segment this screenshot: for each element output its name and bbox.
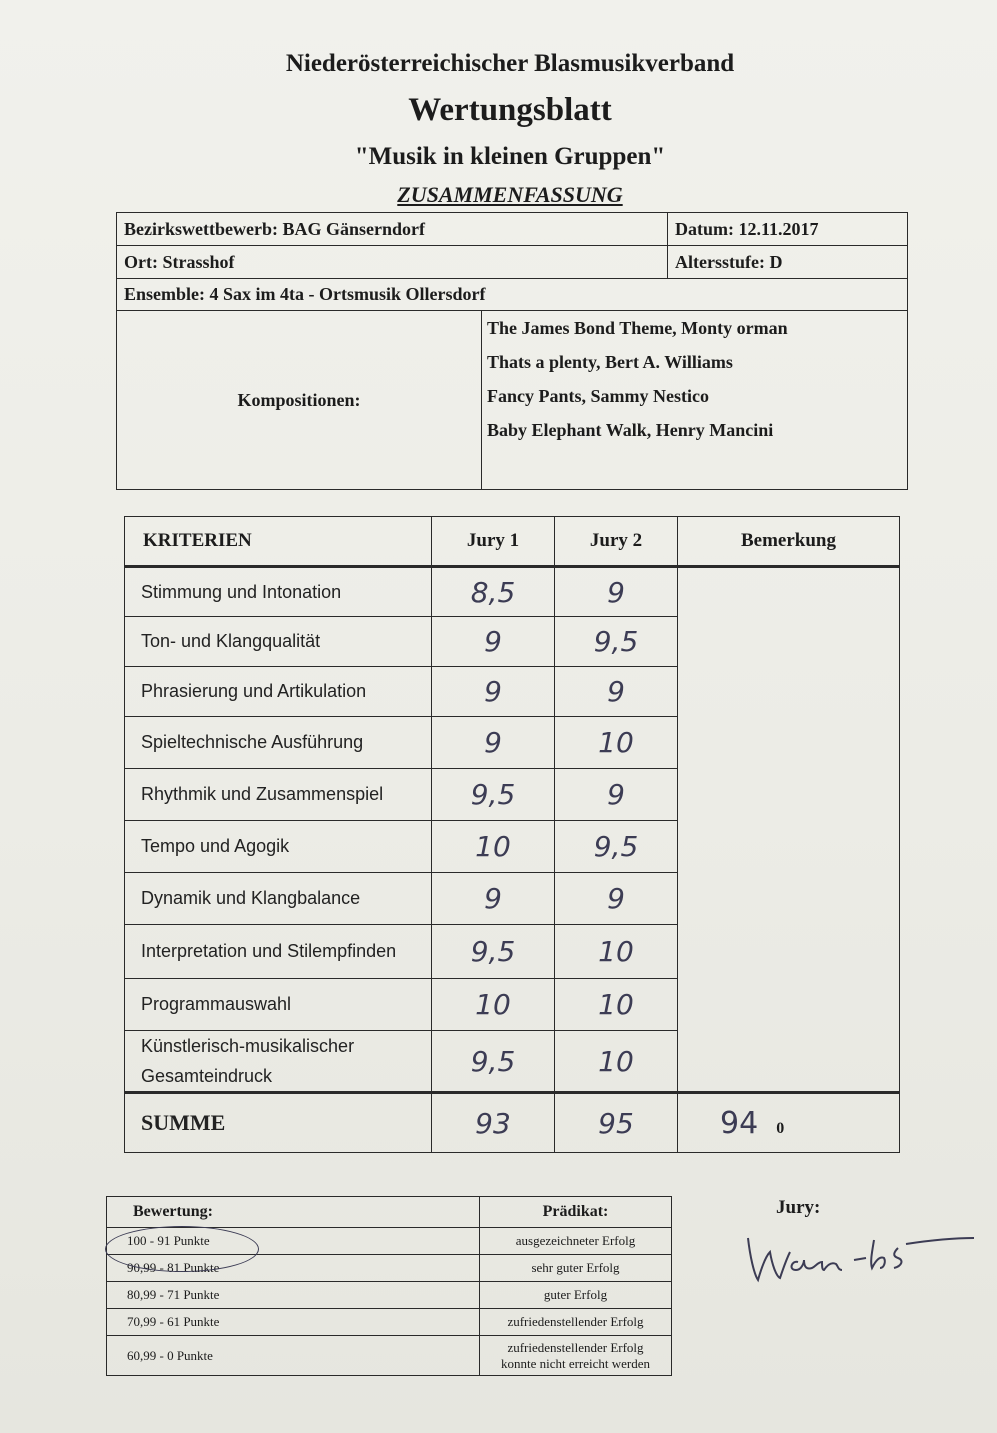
jury2-score: 9,5 [555,617,678,667]
rating-predicate [480,1336,672,1376]
rating-range: 100 - 91 Punkte [107,1228,480,1255]
rating-predicate: guter Erfolg [480,1282,672,1309]
jury1-score: 10 [432,821,555,873]
jury1-score: 9,5 [432,1031,555,1093]
info-table [116,212,908,490]
criterion-label-line2: Gesamteindruck [141,1066,273,1086]
location-cell: Ort: Strasshof [117,246,668,279]
criterion-label: Tempo und Agogik [125,821,432,873]
jury-label: Jury: [776,1197,821,1218]
rating-predicate: zufriedenstellender Erfolg [480,1309,672,1336]
jury-signature [742,1226,982,1296]
compositions-list [482,311,908,489]
jury2-score: 10 [555,925,678,979]
ensemble-cell: Ensemble: 4 Sax im 4ta - Ortsmusik Ollersdorf [117,279,908,311]
sheet-title: Wertungsblatt [408,92,612,128]
sheet-subtitle: "Musik in kleinen Gruppen" [354,143,666,170]
total-suffix: 0 [776,1119,785,1137]
jury1-score: 10 [432,979,555,1031]
jury1-score: 9,5 [432,925,555,979]
composition-item: Fancy Pants, Sammy Nestico [487,386,709,406]
jury2-score: 10 [555,717,678,769]
rating-predicate-line1: zufriedenstellender Erfolg [507,1339,644,1355]
compositions-label: Kompositionen: [117,311,482,489]
predicate-header: Prädikat: [480,1197,672,1228]
jury1-header: Jury 1 [432,517,555,567]
criterion-label: Interpretation und Stilempfinden [125,925,432,979]
composition-item: The James Bond Theme, Monty orman [487,318,788,338]
rating-range: 90,99 - 81 Punkte [107,1255,480,1282]
organization-name: Niederösterreichischer Blasmusikverband [285,50,735,77]
rating-predicate: sehr guter Erfolg [480,1255,672,1282]
criterion-label: Spieltechnische Ausführung [125,717,432,769]
competition-cell: Bezirkswettbewerb: BAG Gänserndorf [117,213,668,246]
jury1-score: 9 [432,873,555,925]
criteria-header: KRITERIEN [125,517,432,567]
jury2-score: 9 [555,567,678,617]
jury2-sum: 95 [555,1093,678,1153]
jury1-score: 9 [432,617,555,667]
jury2-score: 9 [555,667,678,717]
total-score [678,1093,900,1153]
jury1-sum: 93 [432,1093,555,1153]
total-value: 94 [720,1105,759,1141]
criterion-label: Ton- und Klangqualität [125,617,432,667]
sum-label: SUMME [125,1093,432,1153]
rating-range: 60,99 - 0 Punkte [107,1336,480,1376]
rating-range: 80,99 - 71 Punkte [107,1282,480,1309]
criterion-label: Stimmung und Intonation [125,567,432,617]
criterion-label: Programmauswahl [125,979,432,1031]
rating-predicate: ausgezeichneter Erfolg [480,1228,672,1255]
criterion-label-line1: Künstlerisch-musikalischer [141,1036,355,1056]
composition-item: Baby Elephant Walk, Henry Mancini [487,420,774,440]
selected-range-circle [105,1226,259,1272]
rating-header: Bewertung: [107,1197,480,1228]
criterion-label [125,1031,432,1093]
jury1-score: 9 [432,667,555,717]
jury2-score: 10 [555,979,678,1031]
criterion-label: Phrasierung und Artikulation [125,667,432,717]
date-cell: Datum: 12.11.2017 [668,213,908,246]
age-level-cell: Altersstufe: D [668,246,908,279]
jury1-score: 8,5 [432,567,555,617]
rating-predicate-line2: konnte nicht erreicht werden [500,1355,651,1371]
criteria-table [124,516,900,1153]
rating-range: 70,99 - 61 Punkte [107,1309,480,1336]
section-title: ZUSAMMENFASSUNG [397,182,623,207]
jury1-score: 9,5 [432,769,555,821]
remark-area [678,567,900,1093]
criterion-label: Rhythmik und Zusammenspiel [125,769,432,821]
jury2-score: 9,5 [555,821,678,873]
rating-table [106,1196,672,1376]
jury2-header: Jury 2 [555,517,678,567]
composition-item: Thats a plenty, Bert A. Williams [487,352,733,372]
criterion-label: Dynamik und Klangbalance [125,873,432,925]
jury1-score: 9 [432,717,555,769]
remark-header: Bemerkung [678,517,900,567]
jury2-score: 9 [555,769,678,821]
jury2-score: 10 [555,1031,678,1093]
jury2-score: 9 [555,873,678,925]
